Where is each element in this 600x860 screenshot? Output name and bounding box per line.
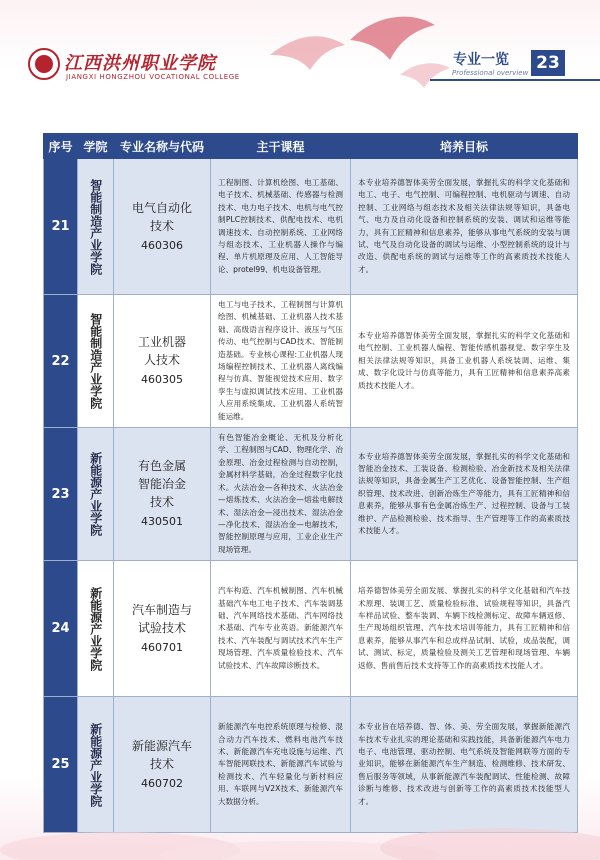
row-college: 新能源产业学院 bbox=[78, 428, 114, 561]
row-number: 21 bbox=[44, 159, 78, 295]
major-name: 新能源汽车技术 bbox=[131, 738, 192, 771]
header-divider bbox=[430, 79, 600, 81]
row-number: 24 bbox=[44, 561, 78, 697]
row-courses: 工程制图、计算机绘图、电工基础、电子技术、机械基础、传感器与检测技术、电力电子技术、电机与电气控制PLC控制技术、供配电技术、电机调速技术、自动控制系统、工业网络与组态技术、工业机器人操作与编程、单片机原理及应用、人工智能导论、protel99、机电设备管理。 bbox=[211, 159, 351, 295]
row-courses: 电工与电子技术、工程制图与计算机绘图、机械基础、工业机器人技术基础、高级语言程序设计、液压与气压传动、电气控制与CAD技术、智能制造基础。专业核心课程:工业机器人现场编程控制技术、工业机器人离线编程与仿真、智能视觉技术应用、数字孪生与虚拟调试技术应用、工业机器人应用系统集成、工业机器人系统智能运维。 bbox=[211, 295, 351, 428]
row-number: 25 bbox=[44, 697, 78, 833]
section-title: 专业一览 bbox=[453, 52, 509, 68]
row-college: 智能制造产业学院 bbox=[78, 295, 114, 428]
row-goals: 本专业旨在培养德、智、体、美、劳全面发展，掌握新能源汽车技术专业扎实的理论基础和实践技能，具备新能源汽车电力电子、电池管理、驱动控制、电气系统及智能网联等方面的专业知识，能够在新能源汽车生产制造、检测维修、技术研发、售后服务等领域，从事新能源汽车装配调试、性能检测、故障诊断与维修、技术改进与创新等工作的高素质技术技能型人才。 bbox=[351, 697, 578, 833]
page-header bbox=[0, 0, 600, 110]
row-goals: 本专业培养德智体美劳全面发展，掌握扎实的科学文化基础和电气控制、工业机器人编程、智能传感机器视觉、数字孪生及相关法律法规等知识，具备工业机器人系统装调、运维、集成、数字化设计与仿真等能力，具有工匠精神和信息素养高素质技术技能人才。 bbox=[351, 295, 578, 428]
major-code: 460306 bbox=[141, 238, 183, 252]
row-goals: 本专业培养德智体美劳全面发展，掌握扎实的科学文化基础和电工、电子、电气控制、可编程控制、电机驱动与调速、自动控制、工业网络与组态技术及相关法律法规等知识，具备电气、电力及自动化设备和控制系统的安装、调试和运维等能力，具有工匠精神和信息素养，能够从事电气系统的安装与调试、电气及自动化设备的调试与运维、小型控制系统的设计与改造、供配电系统的调试与运维等工作的高素质技术技能人才。 bbox=[351, 159, 578, 295]
row-goals: 培养德智体美劳全面发展、掌握扎实的科学文化基础和汽车技术原理、装调工艺、质量检验标准、试验规程等知识，具备汽车样品试验、整车装调、车辆下线检测标定、故障车辆返修、生产现场组织管理、汽车技术培训等能力，具有工匠精神和信息素养，能够从事汽车和总成样品试制、试验，成品装配，调试、测试、标定，质量检验及测关工艺管理和现场管理、车辆返修、售前售后技术支持等工作的高素质技术技能人才。 bbox=[351, 561, 578, 697]
row-goals: 本专业培养德智体美劳全面发展，掌握扎实的科学文化基础和智能冶金技术、工装设备、检测检验、冶金新技术及相关法律法规等知识，具备金属生产工艺优化、设备智能控制、生产组织管理、技术改进、创新冶炼生产等能力，具有工匠精神和信息素养，能够从事有色金属冶炼生产、过程控制、设备与工装维护、产品检测检验、技术指导、生产管理等工作的高素质技术技能人才。 bbox=[351, 428, 578, 561]
major-name: 汽车制造与试验技术 bbox=[131, 602, 192, 635]
row-courses: 新能源汽车电控系统原理与检修、混合动力汽车技术、燃料电池汽车技术、新能源汽车充电设施与运维、汽车智能网联技术、新能源汽车试验与检测技术、汽车轻量化与新材料应用、车联网与V2X技术、新能源汽车大数据分析。 bbox=[211, 697, 351, 833]
row-courses: 有色智能冶金概论、无机及分析化学、工程制图与CAD、物理化学、冶金原理、冶金过程检测与自动控制，金属材料学基础，冶金过程数字化技术。火法冶金—各种技术、火法冶金—熔炼技术、火法冶金—熔盐电解技术、湿法冶金—浸出技术、湿法冶金—净化技术、湿法冶金—电解技术，智能控制原理与应用，工业企业生产现场管理。 bbox=[211, 428, 351, 561]
table-row bbox=[44, 561, 578, 697]
table-header-row bbox=[44, 134, 578, 159]
major-code: 460305 bbox=[141, 373, 183, 387]
row-number: 22 bbox=[44, 295, 78, 428]
table-row bbox=[44, 295, 578, 428]
row-major bbox=[114, 159, 211, 295]
school-name-en: JIANGXI HONGZHOU VOCATIONAL COLLEGE bbox=[66, 73, 240, 81]
school-name: 江西洪州职业学院 bbox=[64, 53, 216, 74]
table-row bbox=[44, 159, 578, 295]
major-name: 工业机器人技术 bbox=[137, 335, 186, 368]
major-code: 460701 bbox=[141, 640, 183, 654]
major-name: 有色金属智能冶金技术 bbox=[137, 459, 186, 510]
table-row bbox=[44, 428, 578, 561]
major-code: 460702 bbox=[141, 776, 183, 790]
row-college: 新能源产业学院 bbox=[78, 697, 114, 833]
header-goals: 培养目标 bbox=[351, 134, 578, 159]
section-subtitle: Professional overview bbox=[452, 69, 529, 77]
row-college: 新能源产业学院 bbox=[78, 561, 114, 697]
row-major bbox=[114, 561, 211, 697]
school-logo bbox=[28, 48, 60, 80]
majors-table bbox=[43, 133, 577, 833]
row-college: 智能制造产业学院 bbox=[78, 159, 114, 295]
header-college: 学院 bbox=[78, 134, 114, 159]
major-name: 电气自动化技术 bbox=[131, 200, 192, 233]
row-courses: 汽车构造、汽车机械制图、汽车机械基础汽车电工电子技术、汽车装调基础、汽车网络技术基础、汽车网络技术基础、汽车专业英语。新能源汽车技术、汽车装配与调试技术汽车生产现场管理、汽车质量检验技术、汽车试验技术、汽车故障诊断技术。 bbox=[211, 561, 351, 697]
header-courses: 主干课程 bbox=[211, 134, 351, 159]
header-num: 序号 bbox=[44, 134, 78, 159]
row-major bbox=[114, 428, 211, 561]
page-number: 23 bbox=[531, 50, 565, 76]
row-number: 23 bbox=[44, 428, 78, 561]
header-major: 专业名称与代码 bbox=[114, 134, 211, 159]
flying-birds-illustration bbox=[250, 0, 470, 110]
major-code: 430501 bbox=[141, 515, 183, 529]
footer-decoration bbox=[0, 800, 600, 860]
row-major bbox=[114, 295, 211, 428]
